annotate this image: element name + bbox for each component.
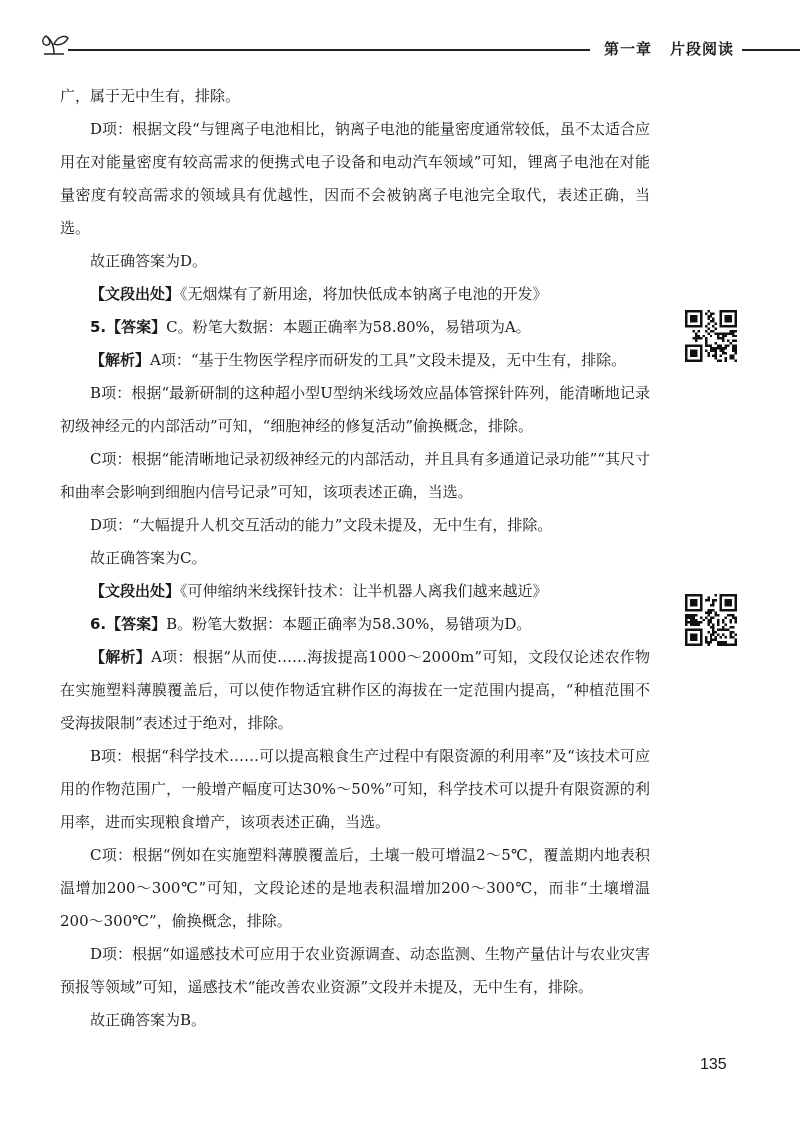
paragraph <box>60 938 650 1004</box>
header-rule-right <box>742 49 800 51</box>
paragraph <box>60 377 650 443</box>
qr-code-icon <box>685 310 737 362</box>
paragraph <box>60 641 650 740</box>
chapter-section: 片段阅读 <box>669 40 734 58</box>
leaf-icon <box>40 30 70 56</box>
paragraph-text: C。粉笔大数据：本题正确率为58.80%，易错项为A。 <box>166 318 531 336</box>
paragraph-text: 广，属于无中生有，排除。 <box>60 87 241 105</box>
paragraph-text: 《无烟煤有了新用途，将加快低成本钠离子电池的开发》 <box>180 285 548 303</box>
paragraph-text: C项：根据“例如在实施塑料薄膜覆盖后，土壤一般可增温2～5℃，覆盖期内地表积温增加200～300℃”可知，文段论述的是地表积温增加200～300℃，而非“土壤增温200～300℃”，偷换概念，排除。 <box>60 846 650 930</box>
paragraph <box>60 542 650 575</box>
paragraph <box>60 344 650 377</box>
paragraph <box>60 1004 650 1037</box>
paragraph-text: C项：根据“能清晰地记录初级神经元的内部活动，并且具有多通道记录功能”“其尺寸和曲率会影响到细胞内信号记录”可知，该项表述正确，当选。 <box>60 450 650 501</box>
paragraph <box>60 113 650 245</box>
chapter-number: 第一章 <box>603 40 652 58</box>
paragraph <box>60 443 650 509</box>
paragraph <box>60 608 650 641</box>
paragraph-label: 5.【答案】 <box>90 318 167 336</box>
paragraph <box>60 311 650 344</box>
paragraph-text: 故正确答案为C。 <box>90 549 207 567</box>
paragraph-text: B项：根据“科学技术……可以提高粮食生产过程中有限资源的利用率”及“该技术可应用的作物范围广，一般增产幅度可达30%～50%”可知，科学技术可以提升有限资源的利用率，进而实现粮食增产，该项表述正确，当选。 <box>60 747 650 831</box>
paragraph-label: 【文段出处】 <box>90 285 181 303</box>
paragraph-label: 【解析】 <box>90 648 152 666</box>
paragraph-text: D项：根据文段“与锂离子电池相比，钠离子电池的能量密度通常较低，虽不太适合应用在对能量密度有较高需求的便携式电子设备和电动汽车领域”可知，锂离子电池在对能量密度有较高需求的领域具有优越性，因而不会被钠离子电池完全取代，表述正确，当选。 <box>60 120 650 237</box>
paragraph-text: A项：根据“从而使……海拔提高1000～2000m”可知，文段仅论述农作物在实施塑料薄膜覆盖后，可以使作物适宜耕作区的海拔在一定范围内提高，“种植范围不受海拔限制”表述过于绝对，排除。 <box>60 648 650 732</box>
paragraph <box>60 245 650 278</box>
paragraph-text: B项：根据“最新研制的这种超小型U型纳米线场效应晶体管探针阵列，能清晰地记录初级神经元的内部活动”可知，“细胞神经的修复活动”偷换概念，排除。 <box>60 384 650 435</box>
paragraph <box>60 575 650 608</box>
page-number: 135 <box>700 1056 727 1073</box>
paragraph <box>60 278 650 311</box>
paragraph-text: 《可伸缩纳米线探针技术：让半机器人离我们越来越近》 <box>180 582 548 600</box>
paragraph <box>60 80 650 113</box>
page-header <box>40 30 800 70</box>
paragraph-text: 故正确答案为B。 <box>90 1011 207 1029</box>
paragraph <box>60 509 650 542</box>
paragraph <box>60 839 650 938</box>
qr-code-icon <box>685 594 737 646</box>
header-rule-left <box>68 49 590 51</box>
paragraph-label: 【解析】 <box>90 351 151 369</box>
paragraph-text: 故正确答案为D。 <box>90 252 208 270</box>
page-content <box>60 80 650 1037</box>
chapter-title <box>604 38 734 59</box>
paragraph-text: A项：“基于生物医学程序而研发的工具”文段未提及，无中生有，排除。 <box>150 351 627 369</box>
paragraph-label: 6.【答案】 <box>90 615 167 633</box>
paragraph-text: D项：“大幅提升人机交互活动的能力”文段未提及，无中生有，排除。 <box>90 516 553 534</box>
paragraph-label: 【文段出处】 <box>90 582 181 600</box>
paragraph-text: B。粉笔大数据：本题正确率为58.30%，易错项为D。 <box>166 615 532 633</box>
paragraph-text: D项：根据“如遥感技术可应用于农业资源调查、动态监测、生物产量估计与农业灾害预报等领域”可知，遥感技术“能改善农业资源”文段并未提及，无中生有，排除。 <box>60 945 650 996</box>
paragraph <box>60 740 650 839</box>
